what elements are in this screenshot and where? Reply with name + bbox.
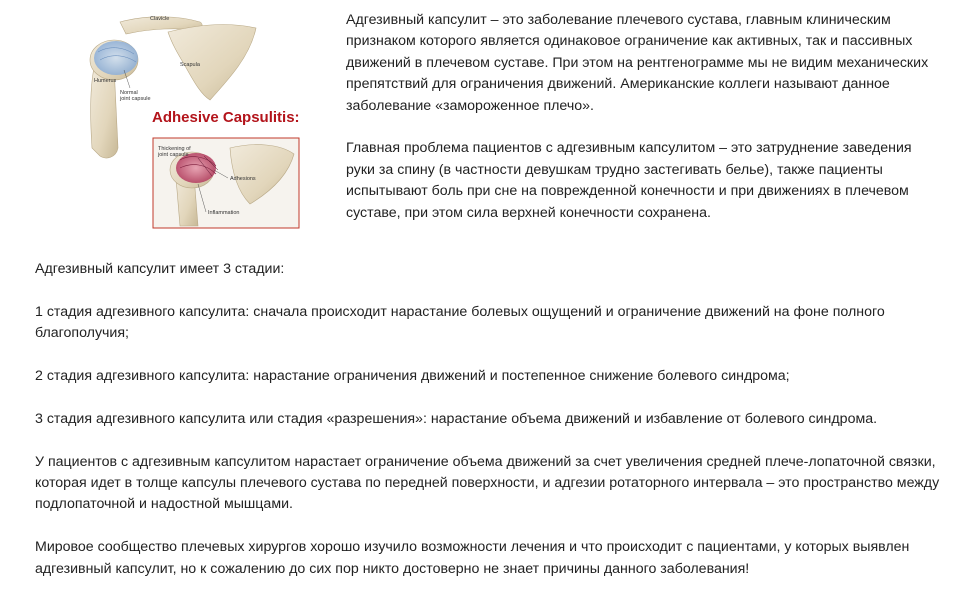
intro-paragraph-1: Адгезивный капсулит – это заболевание плечевого сустава, главным клиническим признаком которого является одинаковое ограничение как активных, так и пассивных движений в плечевом суставе. При этом на рентгенограмме мы не видим механических препятствий для ограничения движений. Американские коллеги называют данное заболевание «замороженное плечо». <box>346 12 929 114</box>
figure-title: Adhesive Capsulitis: <box>152 109 300 126</box>
stages-intro: Адгезивный капсулит имеет 3 стадии: <box>35 261 285 277</box>
label-adhesions: Adhesions <box>230 176 256 182</box>
label-inflammation: Inflammation <box>208 210 240 216</box>
label-normal-1: Normal <box>120 90 138 96</box>
label-scapula: Scapula <box>180 62 200 68</box>
stage-1-text: 1 стадия адгезивного капсулита: сначала происходит нарастание болевых ощущений и ограничение движений на фоне полного благополучия; <box>35 303 885 342</box>
normal-capsule <box>94 41 138 75</box>
label-clavicle: Clavicle <box>150 16 170 22</box>
mechanism-paragraph: У пациентов с адгезивным капсулитом нарастает ограничение объема движений за счет увеличения средней плече-лопаточной связки, которая идет в толще капсулы плечевого сустава по передней поверхности, и адгезии ротаторного интервала – это пространство между подлопаточной и надостной мышцами. <box>35 453 940 513</box>
label-normal-2: joint capsule <box>120 96 151 102</box>
conclusion-paragraph: Мировое сообщество плечевых хирургов хорошо изучило возможности лечения и что происходит с пациентами, у которых выявлен адгезивный капсулит, но к сожалению до сих пор никто достоверно не знает причины данного заболевания! <box>35 539 910 577</box>
intro-text <box>346 10 931 224</box>
label-humerus: Humerus <box>94 78 117 84</box>
article-body <box>35 259 950 601</box>
shoulder-illustration <box>80 8 320 234</box>
label-thickening-2: joint capsule <box>158 152 189 158</box>
stage-3-text: 3 стадия адгезивного капсулита или стадия «разрешения»: нарастание объема движений и избавление от болевого синдрома. <box>35 410 878 427</box>
intro-paragraph-2: Главная проблема пациентов с адгезивным капсулитом – это затруднение заведения руки за спину (в частности девушкам трудно застегивать белье), также пациенты испытывают боль при сне на поврежденной конечности и при движениях в плечевом суставе, при этом сила верхней конечности сохранена. <box>346 140 912 221</box>
label-thickening-1: Thickening of <box>158 146 191 152</box>
stage-2-text: 2 стадия адгезивного капсулита: нарастание ограничения движений и постепенное снижение болевого синдрома; <box>35 368 790 384</box>
